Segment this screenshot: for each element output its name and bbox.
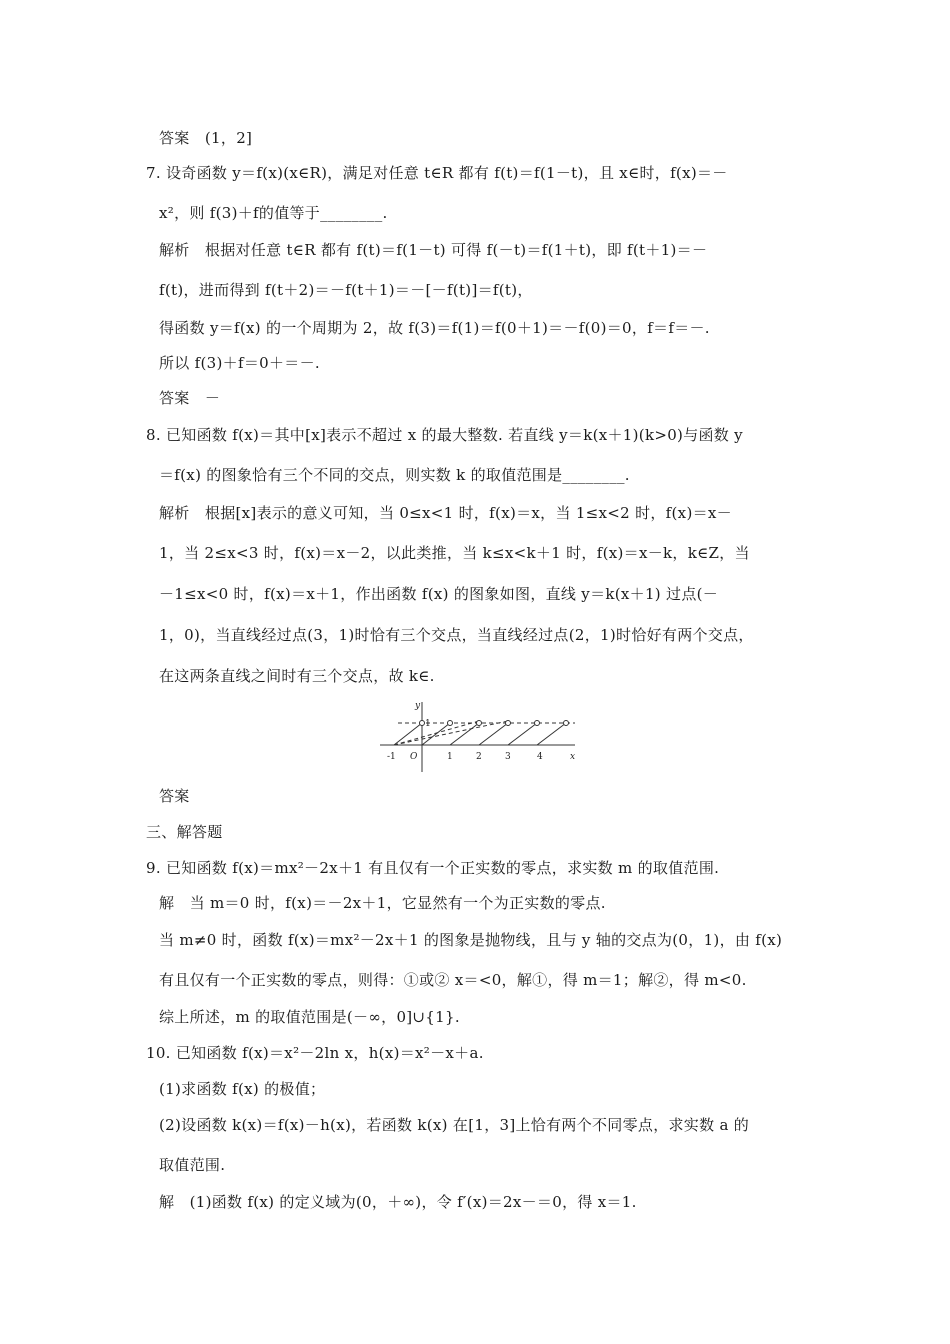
open-point-0 [420, 721, 425, 726]
l13: －1≤x<0 时，f(x)＝x＋1，作出函数 f(x) 的图象如图，直线 y＝k(x＋1) 过点(－ [159, 585, 719, 603]
l12: 1，当 2≤x<3 时，f(x)＝x－2，以此类推，当 k≤x<k＋1 时，f(x)＝x－k，k∈Z，当 [159, 544, 750, 562]
x-tick-1: 1 [447, 752, 453, 762]
l22: 综上所述，m 的取值范围是(－∞，0]∪{1}. [159, 1008, 460, 1026]
x-tick-2: 2 [476, 752, 482, 762]
l11: 解析 根据[x]表示的意义可知，当 0≤x<1 时，f(x)＝x，当 1≤x<2 时，f(x)＝x－ [159, 504, 732, 522]
x-tick-3: 3 [505, 752, 511, 762]
y-axis-label: y [415, 701, 421, 711]
step-seg-4 [537, 723, 566, 745]
l02: 7. 设奇函数 y＝f(x)(x∈R)，满足对任意 t∈R 都有 f(t)＝f(1－t)，且 x∈时，f(x)＝－ [146, 164, 728, 182]
step-function-figure [370, 697, 610, 777]
l04: 解析 根据对任意 t∈R 都有 f(t)＝f(1－t) 可得 f(－t)＝f(1＋t)，即 f(t＋1)＝－ [159, 241, 708, 259]
l26: 取值范围. [159, 1156, 226, 1174]
l06: 得函数 y＝f(x) 的一个周期为 2，故 f(3)＝f(1)＝f(0＋1)＝－f(0)＝0，f＝f＝－. [159, 319, 710, 337]
l09: 8. 已知函数 f(x)＝其中[x]表示不超过 x 的最大整数. 若直线 y＝k(x＋1)(k>0)与函数 y [146, 426, 743, 444]
open-point-3 [506, 721, 511, 726]
l25: (2)设函数 k(x)＝f(x)－h(x)，若函数 k(x) 在[1，3]上恰有两个不同零点，求实数 a 的 [159, 1116, 750, 1134]
l19: 解 当 m＝0 时，f(x)＝－2x＋1，它显然有一个为正实数的零点. [159, 894, 606, 912]
l23: 10. 已知函数 f(x)＝x²－2ln x，h(x)＝x²－x＋a. [146, 1044, 484, 1062]
y-tick-1: 1 [425, 719, 431, 729]
l16: 答案 [159, 787, 190, 805]
l20: 当 m≠0 时，函数 f(x)＝mx²－2x＋1 的图象是抛物线，且与 y 轴的交点为(0，1)，由 f(x) [159, 931, 783, 949]
l07: 所以 f(3)＋f＝0＋＝－. [159, 354, 320, 372]
l03: x²，则 f(3)＋f的值等于________. [159, 204, 388, 222]
l15: 在这两条直线之间时有三个交点，故 k∈. [159, 667, 435, 685]
open-point-2 [477, 721, 482, 726]
l18: 9. 已知函数 f(x)＝mx²－2x＋1 有且仅有一个正实数的零点，求实数 m 的取值范围. [146, 859, 720, 877]
l08: 答案 － [159, 389, 221, 407]
x-tick-neg1: -1 [387, 752, 396, 762]
open-point-4 [535, 721, 540, 726]
l27: 解 (1)函数 f(x) 的定义域为(0，＋∞)，令 f′(x)＝2x－＝0，得 x＝1. [159, 1193, 637, 1211]
step-seg-3 [508, 723, 537, 745]
step-seg-1 [450, 723, 479, 745]
open-point-5 [564, 721, 569, 726]
x-tick-4: 4 [537, 752, 543, 762]
l21: 有且仅有一个正实数的零点，则得：①或② x＝<0，解①，得 m＝1；解②，得 m<0. [159, 971, 747, 989]
open-point-1 [448, 721, 453, 726]
l17: 三、解答题 [146, 823, 223, 841]
origin-label: O [410, 752, 418, 762]
l24: (1)求函数 f(x) 的极值； [159, 1080, 326, 1098]
l14: 1，0)，当直线经过点(3，1)时恰有三个交点，当直线经过点(2，1)时恰好有两个交点， [159, 626, 754, 644]
l10: ＝f(x) 的图象恰有三个不同的交点，则实数 k 的取值范围是________. [159, 466, 630, 484]
l05: f(t)，进而得到 f(t＋2)＝－f(t＋1)＝－[－f(t)]＝f(t)， [159, 281, 533, 299]
l01: 答案 (1，2] [159, 129, 253, 147]
x-axis-label: x [570, 752, 576, 762]
